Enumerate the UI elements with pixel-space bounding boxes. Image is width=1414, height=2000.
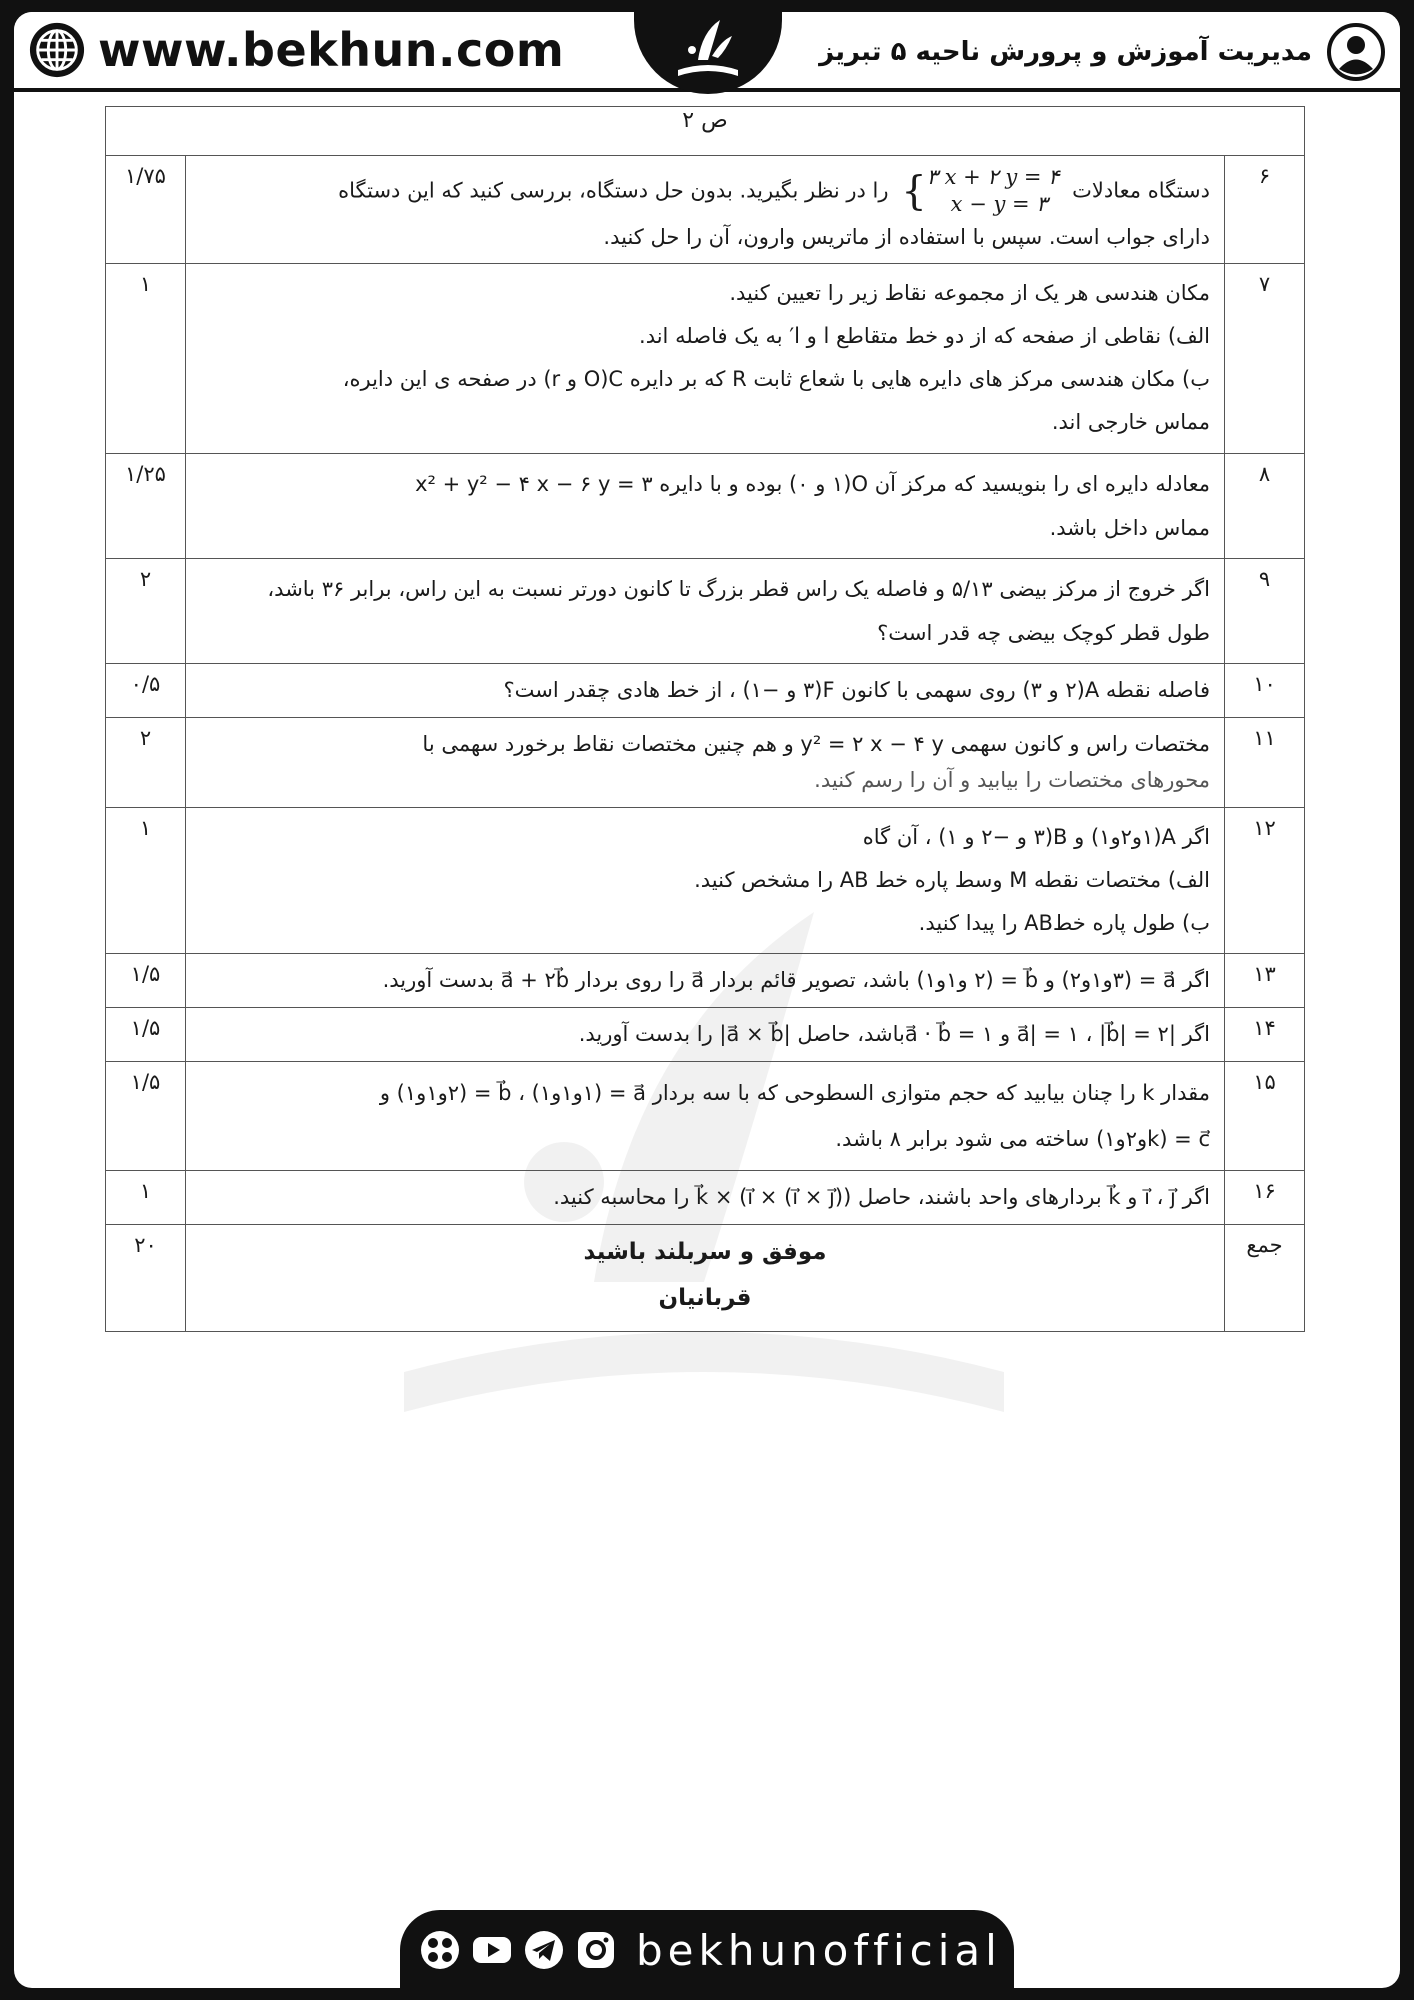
book-logo-icon [668,12,748,90]
total-label: جمع [1225,1224,1305,1331]
q13-line1: اگر a⃗ = (۳و۱و۲) و b⃗ = (۲ و۱و۱) باشد، تصویر قائم بردار a⃗ را روی بردار a⃗ + ۲b⃗ بدست آورید. [382,968,1210,993]
question-row-10 [106,663,1305,717]
question-number: ۶ [1225,156,1305,264]
question-score: ۱/۵ [106,954,186,1008]
question-text [186,663,1225,717]
header [14,12,1400,92]
question-row-6 [106,156,1305,264]
question-row-16 [106,1171,1305,1225]
question-score: ۱/۲۵ [106,453,186,558]
q12-line1: اگر A(۱و۲و۱) و B(۳ و −۲ و ۱) ، آن گاه [862,825,1210,850]
q6-eq1: ۳ x + ۲ y = ۴ [926,165,1060,189]
question-row-8 [106,453,1305,558]
question-number: ۱۴ [1225,1008,1305,1062]
question-score: ۱/۵ [106,1008,186,1062]
q11-line1: مختصات راس و کانون سهمی y² = ۲ x − ۴ y و هم چنین مختصات نقاط برخورد سهمی با [422,731,1210,756]
q10-line1: فاصله نقطه A(۲ و ۳) روی سهمی با کانون F(۳ و −۱) ، از خط هادی چقدر است؟ [503,677,1210,702]
q16-line1: اگر i⃗ ، j⃗ و k⃗ بردارهای واحد باشند، حاصل k⃗ × (i⃗ × (i⃗ × j⃗)) را محاسبه کنید. [553,1185,1210,1210]
question-text [186,453,1225,558]
q7-line3: ب) مکان هندسی مرکز های دایره هایی با شعاع ثابت R که بر دایره C(O و r) در صفحه ی این دایره، [342,367,1210,392]
page-header-row [106,107,1305,156]
total-row [106,1224,1305,1331]
q9-line2: طول قطر کوچک بیضی چه قدر است؟ [877,620,1210,645]
question-text [186,264,1225,453]
question-number: ۱۶ [1225,1171,1305,1225]
question-row-7 [106,264,1305,453]
question-number: ۷ [1225,264,1305,453]
q7-line2: الف) نقاطی از صفحه که از دو خط متقاطع l و l′ به یک فاصله اند. [639,324,1210,349]
q8-line2: مماس داخل باشد. [1049,515,1210,540]
org-info [819,22,1386,82]
q7-line1: مکان هندسی هر یک از مجموعه نقاط زیر را تعیین کنید. [729,281,1210,306]
exam-table [105,106,1305,1332]
question-text [186,1008,1225,1062]
question-number: ۹ [1225,558,1305,663]
q15-line2: c⃗ = (kو۲و۱) ساخته می شود برابر ۸ باشد. [835,1126,1210,1151]
question-text [186,1061,1225,1170]
q12-line3: ب) طول پاره خطAB را پیدا کنید. [918,911,1210,936]
question-number: ۱۵ [1225,1061,1305,1170]
site-url: www.bekhun.com [98,23,565,77]
question-score: ۱ [106,808,186,954]
question-text [186,156,1225,264]
aparat-icon[interactable] [418,1928,462,1972]
question-score: ۱/۷۵ [106,156,186,264]
q11-line2: محورهای مختصات را بیابید و آن را رسم کنید. [814,768,1210,793]
q6-eq2: x − y = ۳ [950,192,1048,217]
question-text [186,717,1225,808]
teacher-name: قربانیان [658,1284,752,1311]
question-row-15 [106,1061,1305,1170]
question-score: ۲ [106,558,186,663]
org-name: مدیریت آموزش و پرورش ناحیه ۵ تبریز [819,37,1312,67]
page-label: ص ۲ [106,107,1305,156]
question-row-11 [106,717,1305,808]
logo [634,12,782,94]
question-number: ۱۳ [1225,954,1305,1008]
question-score: ۱ [106,1171,186,1225]
q7-line4: مماس خارجی اند. [1051,410,1210,435]
question-row-13 [106,954,1305,1008]
q15-line1: مقدار k را چنان بیابید که حجم متوازی السطوحی که با سه بردار a⃗ = (۱و۱و۱) ، b⃗ = (۲و۱و۱) و [379,1080,1210,1105]
social-bar [400,1910,1014,1988]
question-number: ۱۱ [1225,717,1305,808]
question-number: ۸ [1225,453,1305,558]
question-row-14 [106,1008,1305,1062]
question-text [186,1171,1225,1225]
question-text [186,558,1225,663]
q9-line1: اگر خروج از مرکز بیضی ۵/۱۳ و فاصله یک راس قطر بزرگ تا کانون دورتر نسبت به این راس، برابر ۳۶ باشد، [267,576,1210,601]
social-handle[interactable]: bekhunofficial [636,1925,1002,1975]
q14-line1: اگر |a⃗| = ۱ ، |b⃗| = ۲ و a⃗ · b⃗ = ۱باشد، حاصل |a⃗ × b⃗| را بدست آورید. [578,1022,1210,1047]
question-score: ۱/۵ [106,1061,186,1170]
q6-text-post: را در نظر بگیرید. بدون حل دستگاه، بررسی کنید که این دستگاه [338,178,889,203]
closing-message [186,1224,1225,1331]
page [14,12,1400,1988]
question-text [186,808,1225,954]
q8-line1: معادله دایره ای را بنویسید که مرکز آن O(۱ و ۰) بوده و با دایره x² + y² − ۴ x − ۶ y = ۳ [415,471,1210,496]
q6-line2: دارای جواب است. سپس با استفاده از ماتریس وارون، آن را حل کنید. [603,224,1210,249]
question-score: ۰/۵ [106,663,186,717]
question-number: ۱۲ [1225,808,1305,954]
q6-system: { ۳ x + ۲ y = ۴ x − y = ۳ [901,164,1059,219]
globe-icon [28,21,86,79]
instagram-icon[interactable] [574,1928,618,1972]
question-text [186,954,1225,1008]
closing-wish: موفق و سربلند باشید [583,1238,827,1265]
total-score: ۲۰ [106,1224,186,1331]
question-number: ۱۰ [1225,663,1305,717]
question-row-9 [106,558,1305,663]
telegram-icon[interactable] [522,1928,566,1972]
q6-text-pre: دستگاه معادلات [1072,178,1210,203]
youtube-icon[interactable] [470,1928,514,1972]
user-icon [1326,22,1386,82]
q12-line2: الف) مختصات نقطه M وسط پاره خط AB را مشخص کنید. [694,868,1210,893]
question-score: ۱ [106,264,186,453]
question-row-12 [106,808,1305,954]
question-score: ۲ [106,717,186,808]
site-link[interactable] [28,20,564,80]
